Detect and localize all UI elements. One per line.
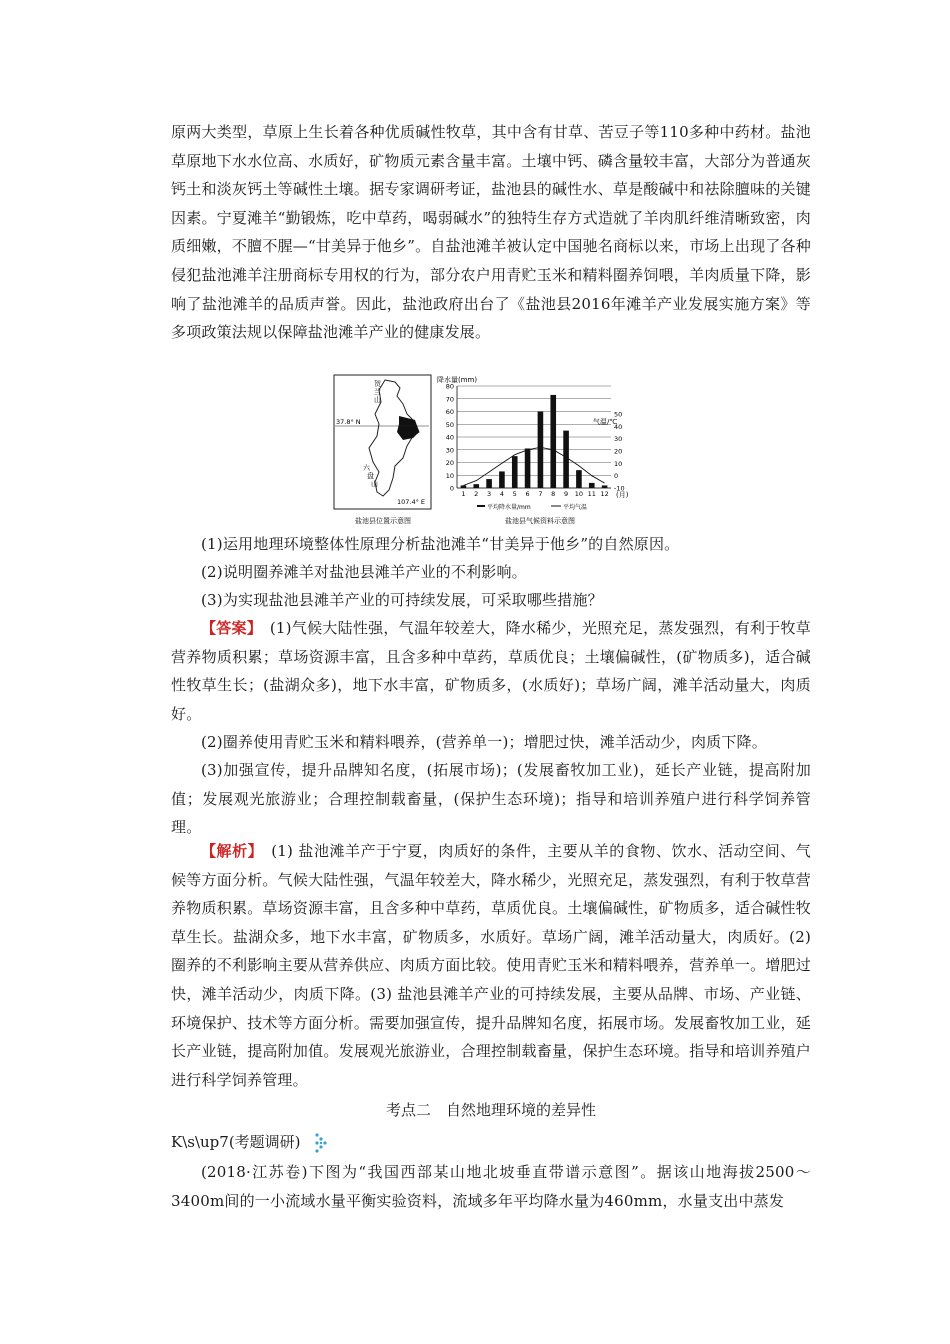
x-tick-label: 3 (487, 490, 492, 498)
y2-tick-label: -10 (614, 484, 625, 493)
x-tick-label: 8 (551, 490, 556, 498)
x-tick-label: 1 (461, 490, 466, 498)
map-label-mountain-top-1: 贺 (374, 380, 381, 388)
x-tick-label: 11 (587, 490, 596, 498)
legend (477, 503, 587, 511)
intro-paragraph: 原两大类型，草原上生长着各种优质碱性牧草，其中含有甘草、苦豆子等110多种中药材。盐池草原地下水水位高、水质好，矿物质元素含量丰富。土壤中钙、磷含量较丰富，大部分为普通灰钙土和淡灰钙土等碱性土壤。据专家调研考证，盐池县的碱性水、草是酸碱中和祛除膻味的关键因素。宁夏滩羊“勤锻炼，吃中草药，喝弱碱水”的独特生存方式造就了羊肉肌纤维清晰致密，肉质细嫩，不膻不腥—“甘美异于他乡”。自盐池滩羊被认定中国驰名商标以来，市场上出现了各种侵犯盐池滩羊注册商标专用权的行为，部分农户用青贮玉米和精料圈养饲喂，羊肉质量下降，影响了盐池滩羊的品质声誉。因此，盐池政府出台了《盐池县2016年滩羊产业发展实施方案》等多项政策法规以保障盐池滩羊产业的健康发展。 (171, 123, 811, 342)
chart-layer (446, 383, 625, 499)
precip-bar (486, 479, 492, 488)
map-label-lat: 37.8° N (336, 418, 361, 426)
y-tick-label: 50 (445, 420, 454, 429)
precip-bar (499, 471, 505, 488)
answer-tag: 【答案】 (201, 619, 255, 637)
section-title: 考点二 自然地理环境的差异性 (385, 1101, 596, 1119)
x-tick-label: 7 (538, 490, 543, 498)
analysis-paragraph (171, 837, 811, 1094)
y2-tick-label: 10 (614, 459, 623, 468)
y-tick-label: 10 (445, 471, 454, 480)
section-sub (171, 1128, 333, 1157)
x-tick-label: 4 (499, 490, 504, 498)
precip-bar (525, 448, 531, 488)
y-tick-label: 20 (445, 459, 454, 467)
y2-tick-label: 40 (614, 422, 623, 431)
question-2: (2)说明圈养滩羊对盐池县滩羊产业的不利影响。 (201, 563, 527, 581)
climate-chart (433, 374, 633, 526)
temperature-line (463, 447, 604, 485)
y2-tick-label: 0 (614, 472, 619, 481)
question-3: (3)为实现盐池县滩羊产业的可持续发展，可采取哪些措施？ (201, 591, 603, 609)
answer-paragraph-3: (3)加强宣传，提升品牌知名度，(拓展市场)；(发展畜牧加工业)，延长产业链，提高附加值；发展观光旅游业；合理控制载畜量，(保护生态环境)；指导和培训养殖户进行科学饲养管理。 (171, 761, 811, 837)
x-tick-label: 10 (574, 490, 584, 498)
y-tick-label: 40 (445, 433, 454, 442)
legend-line-label: 平均气温 (563, 504, 588, 511)
figure (333, 374, 633, 526)
y-tick-label: 0 (449, 484, 454, 493)
precip-bar (602, 485, 608, 488)
map-label-mountain-top-3: 山 (374, 396, 381, 404)
x-tick-label: 5 (512, 490, 517, 498)
y-tick-label: 70 (445, 395, 454, 404)
precip-bar (563, 431, 569, 488)
y-axis-label: 降水量(mm) (437, 376, 478, 384)
yanchi-county (397, 416, 419, 440)
analysis-tag: 【解析】 (201, 842, 256, 860)
y-tick-label: 30 (445, 446, 454, 455)
y2-tick-label: 30 (614, 435, 623, 444)
precip-bar (473, 484, 479, 488)
map-caption: 盐池县位置示意图 (355, 517, 411, 525)
x-tick-label: 9 (564, 490, 569, 498)
precip-bar (512, 456, 518, 488)
chevron-right-icon (313, 1129, 333, 1157)
chart-caption: 盐池县气候资料示意图 (505, 517, 575, 525)
y2-tick-label: 50 (614, 410, 623, 419)
precip-bar (461, 485, 467, 488)
y2-axis-label: 气温/℃ (593, 418, 618, 426)
precip-bar (538, 412, 544, 489)
map-label-mountain-bottom-3: 山 (371, 480, 378, 488)
precip-bar (550, 395, 556, 488)
section-sub-text: K\s\up7(考题调研) (171, 1133, 301, 1151)
question-1: (1)运用地理环境整体性原理分析盐池滩羊“甘美异于他乡”的自然原因。 (201, 535, 680, 553)
map-label-lon: 107.4° E (397, 498, 426, 506)
y-tick-label: 60 (445, 408, 454, 416)
analysis-text: (1) 盐池滩羊产于宁夏，肉质好的条件，主要从羊的食物、饮水、活动空间、气候等方面分析。气候大陆性强，气温年较差大，降水稀少，光照充足，蒸发强烈，有利于牧草营养物质积累。草场资源丰富，且含多种中草药，草质优良。土壤偏碱性，矿物质多，适合碱性牧草生长。盐湖众多，地下水丰富，矿物质多，水质好。草场广阔，滩羊活动量大，肉质好。(2)圈养的不利影响主要从营养供应、肉质方面比较。使用青贮玉米和精料喂养，营养单一。增肥过快，滩羊活动少，肉质下降。(3) 盐池县滩羊产业的可持续发展，主要从品牌、市场、产业链、环境保护、技术等方面分析。需要加强宣传，提升品牌知名度，拓展市场。发展畜牧加工业，延长产业链，提高附加值。发展观光旅游业，合理控制载畜量，保护生态环境。指导和培训养殖户进行科学饲养管理。 (171, 842, 811, 1089)
y2-tick-label: 20 (614, 447, 623, 456)
answer-paragraph-2: (2)圈养使用青贮玉米和精料喂养，(营养单一)；增肥过快，滩羊活动少，肉质下降。 (201, 733, 767, 751)
answer-paragraph-1 (171, 614, 811, 728)
map-label-mountain-top-2: 兰 (374, 388, 381, 396)
map-label-mountain-bottom-2: 盘 (367, 472, 374, 480)
map-figure (333, 374, 433, 526)
answer-text-1: (1)气候大陆性强，气温年较差大，降水稀少，光照充足，蒸发强烈，有利于牧草营养物质积累；草场资源丰富，且含多种中草药，草质优良；土壤偏碱性，(矿物质多)，适合碱性牧草生长；(盐湖众多)，地下水丰富，矿物质多，(水质好)；草场广阔，滩羊活动量大，肉质好。 (171, 619, 811, 723)
map-label-mountain-bottom-1: 六 (363, 464, 370, 472)
x-axis-label: (月) (616, 491, 629, 499)
question2-paragraph: (2018·江苏卷)下图为“我国西部某山地北坡垂直带谱示意图”。据该山地海拔2500～3400m间的一小流域水量平衡实验资料，流域多年平均降水量为460mm，水量支出中蒸发 (171, 1163, 811, 1210)
legend-bar-swatch (477, 505, 485, 507)
precip-bar (576, 470, 582, 488)
x-tick-label: 12 (600, 490, 609, 498)
y-tick-label: 80 (445, 382, 454, 391)
legend-bar-label: 平均降水量/mm (487, 504, 531, 511)
x-tick-label: 6 (525, 490, 530, 498)
x-tick-label: 2 (474, 490, 479, 498)
precip-bar (589, 483, 595, 488)
map-frame (334, 375, 431, 509)
